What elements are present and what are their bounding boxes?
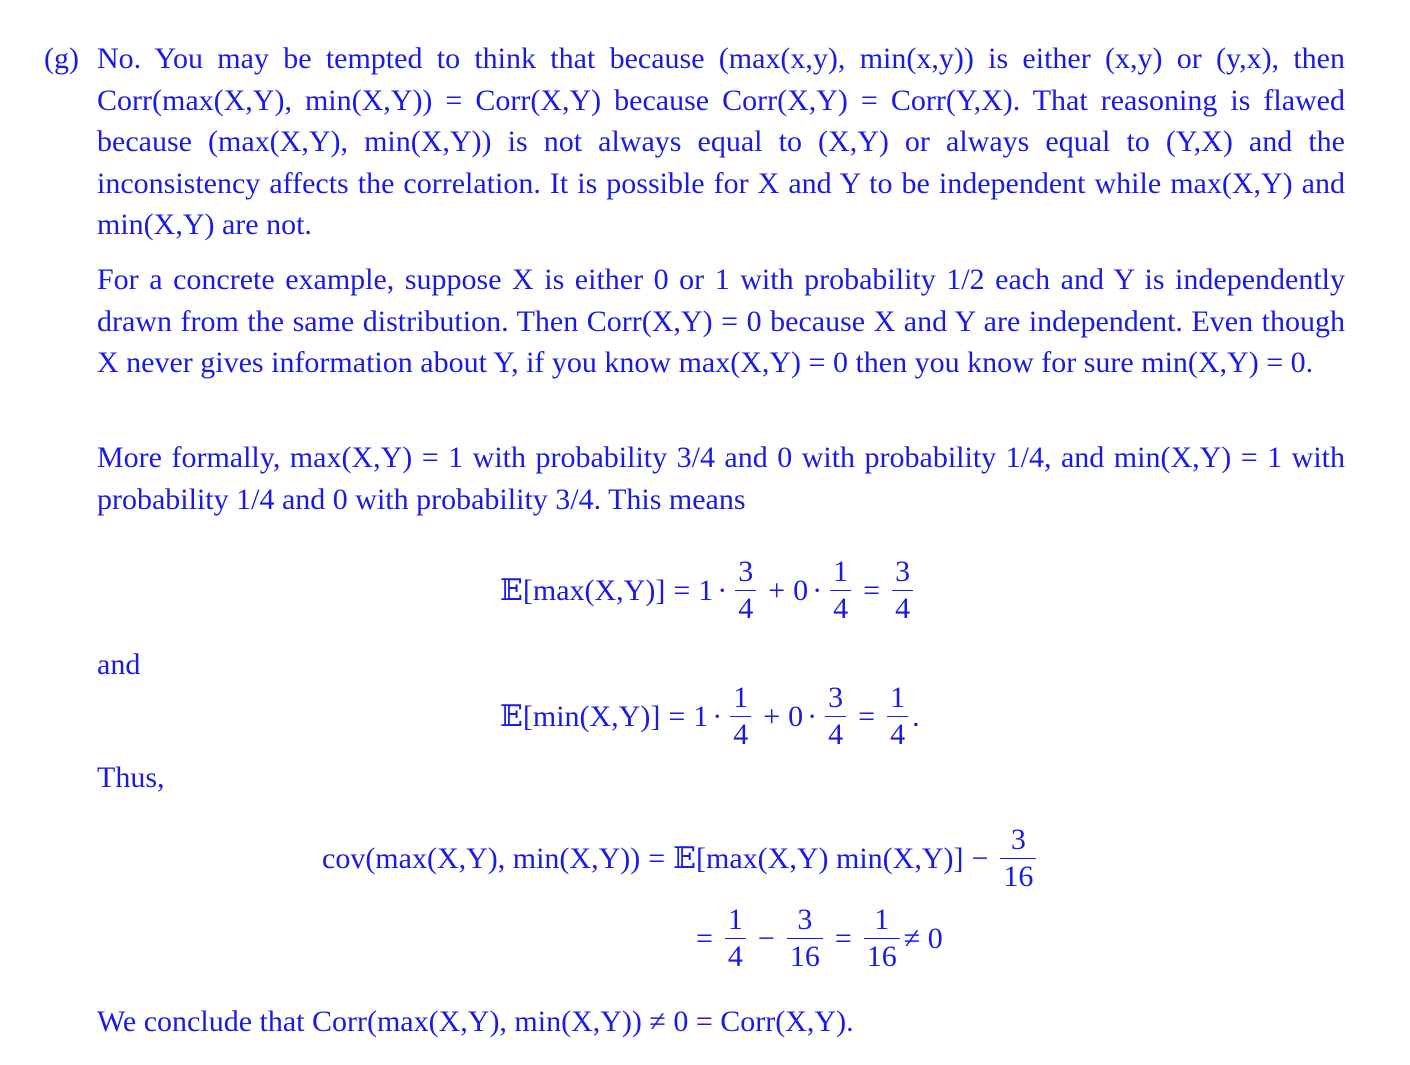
conclusion: We conclude that Corr(max(X,Y), min(X,Y)) ≠ 0 = Corr(X,Y).	[97, 1005, 854, 1038]
eq3-rhs-expectation: 𝔼[max(X,Y) min(X,Y)]	[673, 841, 964, 875]
eq2-lhs: 𝔼[min(X,Y)]	[500, 699, 661, 733]
equation-cov-line-1: cov(max(X,Y), min(X,Y)) = 𝔼[max(X,Y) min(X,Y)] − $\frac{3}{16}$	[322, 824, 1040, 893]
eq2-fraction-1: $\frac{1}{4}$	[730, 682, 751, 751]
eq1-result: $\frac{3}{4}$	[892, 556, 913, 625]
eq3-not-equal-zero: ≠ 0	[903, 921, 943, 955]
eq1-coef-b: 0	[793, 573, 809, 607]
eq1-fraction-1: $\frac{3}{4}$	[735, 556, 756, 625]
eq3-fraction-2: $\frac{1}{4}$	[725, 904, 746, 973]
paragraph-2: For a concrete example, suppose X is either 0 or 1 with probability 1/2 each and Y is independently drawn from the same distribution. Then Corr(X,Y) = 0 because X and Y are independent. Even though X never gives information about Y, if you know max(X,Y) = 0 then you know for sure min(X,Y) = 0.	[97, 263, 1345, 379]
eq2-coef-b: 0	[788, 699, 804, 733]
eq3-fraction-1: $\frac{3}{16}$	[1000, 824, 1036, 893]
eq2-fraction-2: $\frac{3}{4}$	[825, 682, 846, 751]
eq3-fraction-3: $\frac{3}{16}$	[787, 904, 823, 973]
paragraph-3: More formally, max(X,Y) = 1 with probability 3/4 and 0 with probability 1/4, and min(X,Y) = 1 with probability 1/4 and 0 with probability 3/4. This means	[97, 441, 1345, 516]
paragraph-1: No. You may be tempted to think that because (max(x,y), min(x,y)) is either (x,y) or (y,x), then Corr(max(X,Y), min(X,Y)) = Corr(X,Y) because Corr(X,Y) = Corr(Y,X). That reasoning is flawed because (max(X,Y), min(X,Y)) is not always equal to (X,Y) or always equal to (Y,X) and the inconsistency affects the correlation. It is possible for X and Y to be independent while max(X,Y) and min(X,Y) are not.	[97, 42, 1345, 241]
eq1-fraction-2: $\frac{1}{4}$	[830, 556, 851, 625]
equation-expected-max: 𝔼[max(X,Y)] = 1 · $\frac{3}{4}$ + 0 · $\frac{1}{4}$ = $\frac{3}{4}$	[500, 556, 917, 625]
eq1-coef-a: 1	[698, 573, 714, 607]
eq3-fraction-4: $\frac{1}{16}$	[864, 904, 900, 973]
thus-label: Thus,	[97, 761, 165, 794]
eq2-coef-a: 1	[693, 699, 709, 733]
equation-cov-line-2: = $\frac{1}{4}$ − $\frac{3}{16}$ = $\frac{1}{16}$ ≠ 0	[696, 903, 943, 973]
eq1-lhs: 𝔼[max(X,Y)]	[500, 573, 666, 607]
item-label: (g)	[44, 42, 79, 75]
and-label: and	[97, 648, 141, 681]
eq2-result: $\frac{1}{4}$	[887, 682, 908, 751]
equation-expected-min: 𝔼[min(X,Y)] = 1 · $\frac{1}{4}$ + 0 · $\frac{3}{4}$ = $\frac{1}{4}$ .	[500, 681, 920, 751]
eq2-period: .	[912, 699, 920, 733]
eq3-lhs: cov(max(X,Y), min(X,Y))	[322, 841, 641, 875]
